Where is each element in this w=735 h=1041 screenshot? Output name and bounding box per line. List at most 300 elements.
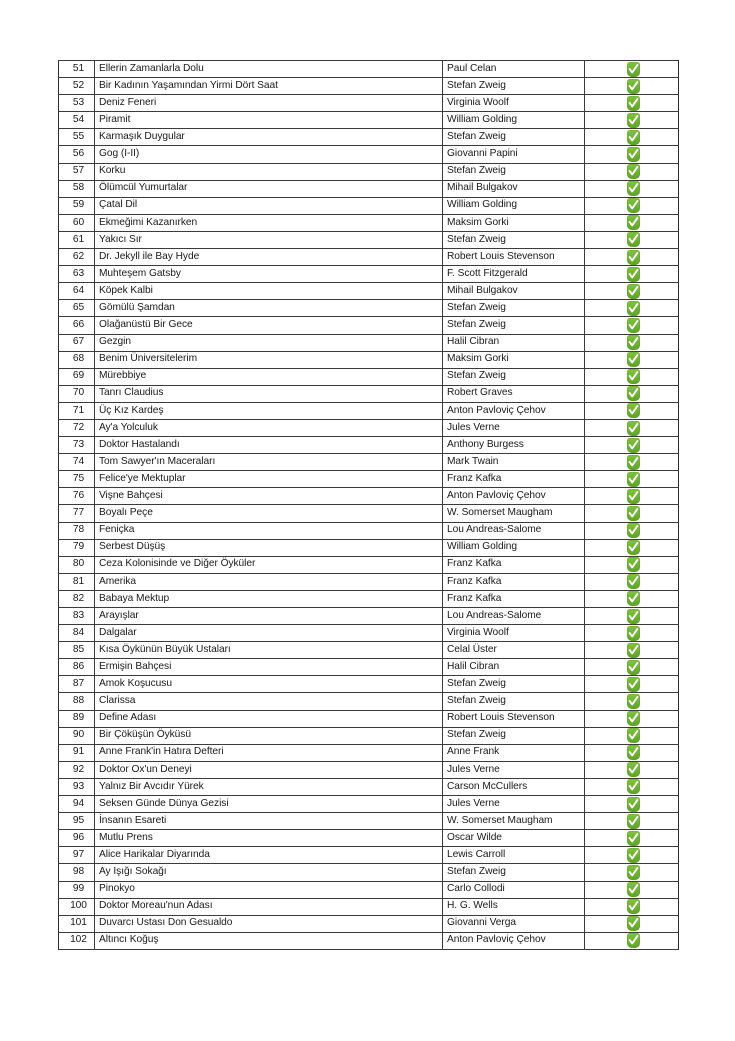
read-status-cell <box>585 454 679 471</box>
table-row <box>59 915 679 932</box>
read-status-cell <box>585 761 679 778</box>
check-glyph <box>628 165 639 178</box>
row-number-cell: 57 <box>59 163 95 180</box>
green-check-badge-icon <box>627 489 640 504</box>
check-glyph <box>628 336 639 349</box>
book-title-cell: Gezgin <box>95 334 443 351</box>
book-list-table-wrapper <box>58 60 678 950</box>
book-author-cell: Anne Frank <box>443 744 585 761</box>
check-glyph <box>628 456 639 469</box>
book-title-cell: Tanrı Claudius <box>95 385 443 402</box>
check-glyph <box>628 216 639 229</box>
row-number-cell: 88 <box>59 693 95 710</box>
table-row <box>59 539 679 556</box>
green-check-badge-icon <box>627 198 640 213</box>
table-row <box>59 830 679 847</box>
book-author-cell: Halil Cibran <box>443 659 585 676</box>
check-glyph <box>628 268 639 281</box>
row-number-cell: 92 <box>59 761 95 778</box>
check-glyph <box>628 798 639 811</box>
row-number-cell: 68 <box>59 351 95 368</box>
book-title-cell: Bir Kadının Yaşamından Yirmi Dört Saat <box>95 78 443 95</box>
book-title-cell: Ölümcül Yumurtalar <box>95 180 443 197</box>
book-title-cell: Feniçka <box>95 522 443 539</box>
book-title-cell: Benim Üniversitelerim <box>95 351 443 368</box>
green-check-badge-icon <box>627 762 640 777</box>
row-number-cell: 60 <box>59 214 95 231</box>
read-status-cell <box>585 505 679 522</box>
table-row <box>59 608 679 625</box>
row-number-cell: 99 <box>59 881 95 898</box>
book-author-cell: H. G. Wells <box>443 898 585 915</box>
book-list-table-body <box>59 61 679 950</box>
green-check-badge-icon <box>627 62 640 77</box>
read-status-cell <box>585 932 679 949</box>
check-glyph <box>628 422 639 435</box>
book-title-cell: Deniz Feneri <box>95 95 443 112</box>
row-number-cell: 81 <box>59 573 95 590</box>
green-check-badge-icon <box>627 421 640 436</box>
check-glyph <box>628 558 639 571</box>
table-row <box>59 710 679 727</box>
table-row <box>59 419 679 436</box>
green-check-badge-icon <box>627 591 640 606</box>
table-row <box>59 231 679 248</box>
row-number-cell: 53 <box>59 95 95 112</box>
check-glyph <box>628 934 639 947</box>
row-number-cell: 52 <box>59 78 95 95</box>
row-number-cell: 98 <box>59 864 95 881</box>
table-row <box>59 385 679 402</box>
check-glyph <box>628 370 639 383</box>
check-glyph <box>628 917 639 930</box>
table-row <box>59 300 679 317</box>
book-author-cell: Anton Pavloviç Çehov <box>443 488 585 505</box>
green-check-badge-icon <box>627 147 640 162</box>
row-number-cell: 63 <box>59 266 95 283</box>
book-author-cell: Franz Kafka <box>443 556 585 573</box>
read-status-cell <box>585 419 679 436</box>
book-title-cell: Ekmeğimi Kazanırken <box>95 214 443 231</box>
table-row <box>59 522 679 539</box>
check-glyph <box>628 763 639 776</box>
book-author-cell: F. Scott Fitzgerald <box>443 266 585 283</box>
green-check-badge-icon <box>627 831 640 846</box>
row-number-cell: 89 <box>59 710 95 727</box>
read-status-cell <box>585 898 679 915</box>
book-author-cell: Giovanni Papini <box>443 146 585 163</box>
green-check-badge-icon <box>627 438 640 453</box>
book-author-cell: Maksim Gorki <box>443 351 585 368</box>
book-title-cell: Felice'ye Mektuplar <box>95 471 443 488</box>
table-row <box>59 214 679 231</box>
check-glyph <box>628 832 639 845</box>
row-number-cell: 74 <box>59 454 95 471</box>
read-status-cell <box>585 437 679 454</box>
book-title-cell: Altıncı Koğuş <box>95 932 443 949</box>
read-status-cell <box>585 402 679 419</box>
row-number-cell: 78 <box>59 522 95 539</box>
read-status-cell <box>585 317 679 334</box>
book-list-table <box>58 60 679 950</box>
book-author-cell: Stefan Zweig <box>443 693 585 710</box>
green-check-badge-icon <box>627 643 640 658</box>
table-row <box>59 556 679 573</box>
table-row <box>59 197 679 214</box>
check-glyph <box>628 80 639 93</box>
check-glyph <box>628 815 639 828</box>
read-status-cell <box>585 556 679 573</box>
check-glyph <box>628 746 639 759</box>
check-glyph <box>628 182 639 195</box>
book-title-cell: Babaya Mektup <box>95 590 443 607</box>
table-row <box>59 744 679 761</box>
table-row <box>59 590 679 607</box>
book-title-cell: Ellerin Zamanlarla Dolu <box>95 61 443 78</box>
read-status-cell <box>585 368 679 385</box>
check-glyph <box>628 866 639 879</box>
book-author-cell: Halil Cibran <box>443 334 585 351</box>
book-author-cell: Franz Kafka <box>443 573 585 590</box>
book-author-cell: Stefan Zweig <box>443 368 585 385</box>
book-title-cell: Ceza Kolonisinde ve Diğer Öyküler <box>95 556 443 573</box>
read-status-cell <box>585 488 679 505</box>
read-status-cell <box>585 625 679 642</box>
check-glyph <box>628 97 639 110</box>
green-check-badge-icon <box>627 711 640 726</box>
green-check-badge-icon <box>627 318 640 333</box>
table-row <box>59 813 679 830</box>
read-status-cell <box>585 266 679 283</box>
check-glyph <box>628 507 639 520</box>
table-row <box>59 881 679 898</box>
read-status-cell <box>585 61 679 78</box>
row-number-cell: 73 <box>59 437 95 454</box>
check-glyph <box>628 695 639 708</box>
table-row <box>59 368 679 385</box>
read-status-cell <box>585 710 679 727</box>
row-number-cell: 101 <box>59 915 95 932</box>
book-title-cell: Anne Frank'in Hatıra Defteri <box>95 744 443 761</box>
check-glyph <box>628 883 639 896</box>
table-row <box>59 146 679 163</box>
row-number-cell: 77 <box>59 505 95 522</box>
book-title-cell: Boyalı Peçe <box>95 505 443 522</box>
table-row <box>59 249 679 266</box>
green-check-badge-icon <box>627 455 640 470</box>
check-glyph <box>628 661 639 674</box>
book-title-cell: İnsanın Esareti <box>95 813 443 830</box>
row-number-cell: 70 <box>59 385 95 402</box>
book-author-cell: W. Somerset Maugham <box>443 813 585 830</box>
book-title-cell: Ay Işığı Sokağı <box>95 864 443 881</box>
green-check-badge-icon <box>627 250 640 265</box>
book-title-cell: Üç Kız Kardeş <box>95 402 443 419</box>
green-check-badge-icon <box>627 933 640 948</box>
read-status-cell <box>585 676 679 693</box>
book-title-cell: Doktor Ox'un Deneyi <box>95 761 443 778</box>
check-glyph <box>628 131 639 144</box>
row-number-cell: 85 <box>59 642 95 659</box>
check-glyph <box>628 644 639 657</box>
read-status-cell <box>585 385 679 402</box>
green-check-badge-icon <box>627 609 640 624</box>
book-author-cell: Jules Verne <box>443 796 585 813</box>
row-number-cell: 96 <box>59 830 95 847</box>
green-check-badge-icon <box>627 745 640 760</box>
table-row <box>59 454 679 471</box>
check-glyph <box>628 319 639 332</box>
row-number-cell: 79 <box>59 539 95 556</box>
table-row <box>59 437 679 454</box>
table-row <box>59 847 679 864</box>
green-check-badge-icon <box>627 728 640 743</box>
check-glyph <box>628 251 639 264</box>
read-status-cell <box>585 214 679 231</box>
book-title-cell: Karmaşık Duygular <box>95 129 443 146</box>
book-author-cell: Robert Louis Stevenson <box>443 710 585 727</box>
check-glyph <box>628 148 639 161</box>
green-check-badge-icon <box>627 301 640 316</box>
green-check-badge-icon <box>627 506 640 521</box>
row-number-cell: 80 <box>59 556 95 573</box>
row-number-cell: 54 <box>59 112 95 129</box>
green-check-badge-icon <box>627 335 640 350</box>
green-check-badge-icon <box>627 472 640 487</box>
row-number-cell: 93 <box>59 778 95 795</box>
table-row <box>59 676 679 693</box>
book-title-cell: Kısa Öykünün Büyük Ustaları <box>95 642 443 659</box>
row-number-cell: 102 <box>59 932 95 949</box>
read-status-cell <box>585 881 679 898</box>
book-author-cell: Lewis Carroll <box>443 847 585 864</box>
green-check-badge-icon <box>627 523 640 538</box>
read-status-cell <box>585 471 679 488</box>
table-row <box>59 266 679 283</box>
book-title-cell: Bir Çöküşün Öyküsü <box>95 727 443 744</box>
book-title-cell: Tom Sawyer'ın Maceraları <box>95 454 443 471</box>
book-author-cell: Celal Üster <box>443 642 585 659</box>
book-title-cell: Amerika <box>95 573 443 590</box>
green-check-badge-icon <box>627 797 640 812</box>
read-status-cell <box>585 249 679 266</box>
green-check-badge-icon <box>627 814 640 829</box>
row-number-cell: 56 <box>59 146 95 163</box>
check-glyph <box>628 575 639 588</box>
read-status-cell <box>585 830 679 847</box>
book-author-cell: Robert Louis Stevenson <box>443 249 585 266</box>
green-check-badge-icon <box>627 865 640 880</box>
green-check-badge-icon <box>627 113 640 128</box>
book-author-cell: Stefan Zweig <box>443 163 585 180</box>
row-number-cell: 87 <box>59 676 95 693</box>
row-number-cell: 90 <box>59 727 95 744</box>
book-author-cell: Maksim Gorki <box>443 214 585 231</box>
read-status-cell <box>585 813 679 830</box>
row-number-cell: 100 <box>59 898 95 915</box>
table-row <box>59 488 679 505</box>
table-row <box>59 898 679 915</box>
book-author-cell: Stefan Zweig <box>443 317 585 334</box>
check-glyph <box>628 439 639 452</box>
table-row <box>59 283 679 300</box>
green-check-badge-icon <box>627 130 640 145</box>
table-row <box>59 61 679 78</box>
check-glyph <box>628 63 639 76</box>
table-row <box>59 625 679 642</box>
check-glyph <box>628 199 639 212</box>
book-author-cell: Lou Andreas-Salome <box>443 608 585 625</box>
read-status-cell <box>585 129 679 146</box>
table-row <box>59 727 679 744</box>
book-title-cell: Gömülü Şamdan <box>95 300 443 317</box>
row-number-cell: 67 <box>59 334 95 351</box>
read-status-cell <box>585 522 679 539</box>
read-status-cell <box>585 112 679 129</box>
book-title-cell: Dr. Jekyll ile Bay Hyde <box>95 249 443 266</box>
book-title-cell: Alice Harikalar Diyarında <box>95 847 443 864</box>
read-status-cell <box>585 539 679 556</box>
green-check-badge-icon <box>627 79 640 94</box>
green-check-badge-icon <box>627 164 640 179</box>
book-title-cell: Yakıcı Sır <box>95 231 443 248</box>
green-check-badge-icon <box>627 96 640 111</box>
book-author-cell: Mark Twain <box>443 454 585 471</box>
book-title-cell: Pinokyo <box>95 881 443 898</box>
row-number-cell: 62 <box>59 249 95 266</box>
table-row <box>59 351 679 368</box>
read-status-cell <box>585 608 679 625</box>
row-number-cell: 91 <box>59 744 95 761</box>
book-author-cell: Giovanni Verga <box>443 915 585 932</box>
check-glyph <box>628 233 639 246</box>
row-number-cell: 65 <box>59 300 95 317</box>
green-check-badge-icon <box>627 369 640 384</box>
read-status-cell <box>585 351 679 368</box>
row-number-cell: 71 <box>59 402 95 419</box>
row-number-cell: 76 <box>59 488 95 505</box>
book-title-cell: Korku <box>95 163 443 180</box>
check-glyph <box>628 900 639 913</box>
read-status-cell <box>585 693 679 710</box>
book-author-cell: Franz Kafka <box>443 471 585 488</box>
green-check-badge-icon <box>627 916 640 931</box>
row-number-cell: 59 <box>59 197 95 214</box>
read-status-cell <box>585 796 679 813</box>
table-row <box>59 778 679 795</box>
green-check-badge-icon <box>627 181 640 196</box>
book-author-cell: Stefan Zweig <box>443 864 585 881</box>
check-glyph <box>628 490 639 503</box>
read-status-cell <box>585 300 679 317</box>
check-glyph <box>628 610 639 623</box>
read-status-cell <box>585 590 679 607</box>
book-author-cell: Paul Celan <box>443 61 585 78</box>
green-check-badge-icon <box>627 899 640 914</box>
book-author-cell: Virginia Woolf <box>443 95 585 112</box>
book-title-cell: Köpek Kalbi <box>95 283 443 300</box>
book-title-cell: Arayışlar <box>95 608 443 625</box>
read-status-cell <box>585 727 679 744</box>
table-row <box>59 334 679 351</box>
green-check-badge-icon <box>627 232 640 247</box>
table-row <box>59 864 679 881</box>
green-check-badge-icon <box>627 677 640 692</box>
book-title-cell: Clarissa <box>95 693 443 710</box>
green-check-badge-icon <box>627 694 640 709</box>
table-row <box>59 573 679 590</box>
book-title-cell: Olağanüstü Bir Gece <box>95 317 443 334</box>
read-status-cell <box>585 78 679 95</box>
row-number-cell: 86 <box>59 659 95 676</box>
read-status-cell <box>585 163 679 180</box>
book-title-cell: Serbest Düşüş <box>95 539 443 556</box>
book-author-cell: Stefan Zweig <box>443 676 585 693</box>
read-status-cell <box>585 847 679 864</box>
check-glyph <box>628 592 639 605</box>
green-check-badge-icon <box>627 352 640 367</box>
book-author-cell: Stefan Zweig <box>443 78 585 95</box>
table-row <box>59 163 679 180</box>
book-title-cell: Mürebbiye <box>95 368 443 385</box>
row-number-cell: 75 <box>59 471 95 488</box>
book-title-cell: Ay'a Yolculuk <box>95 419 443 436</box>
green-check-badge-icon <box>627 267 640 282</box>
row-number-cell: 51 <box>59 61 95 78</box>
row-number-cell: 72 <box>59 419 95 436</box>
book-title-cell: Piramit <box>95 112 443 129</box>
table-row <box>59 796 679 813</box>
table-row <box>59 112 679 129</box>
book-author-cell: Mihail Bulgakov <box>443 283 585 300</box>
book-author-cell: Carlo Collodi <box>443 881 585 898</box>
check-glyph <box>628 285 639 298</box>
check-glyph <box>628 114 639 127</box>
green-check-badge-icon <box>627 403 640 418</box>
book-title-cell: Ermişin Bahçesi <box>95 659 443 676</box>
green-check-badge-icon <box>627 848 640 863</box>
table-row <box>59 932 679 949</box>
row-number-cell: 83 <box>59 608 95 625</box>
row-number-cell: 69 <box>59 368 95 385</box>
read-status-cell <box>585 95 679 112</box>
book-author-cell: William Golding <box>443 539 585 556</box>
book-author-cell: Stefan Zweig <box>443 727 585 744</box>
read-status-cell <box>585 283 679 300</box>
book-title-cell: Amok Koşucusu <box>95 676 443 693</box>
book-author-cell: Anton Pavloviç Çehov <box>443 402 585 419</box>
check-glyph <box>628 678 639 691</box>
check-glyph <box>628 404 639 417</box>
book-title-cell: Vişne Bahçesi <box>95 488 443 505</box>
book-author-cell: Lou Andreas-Salome <box>443 522 585 539</box>
table-row <box>59 693 679 710</box>
book-author-cell: Oscar Wilde <box>443 830 585 847</box>
book-title-cell: Dalgalar <box>95 625 443 642</box>
table-row <box>59 471 679 488</box>
read-status-cell <box>585 146 679 163</box>
check-glyph <box>628 712 639 725</box>
read-status-cell <box>585 744 679 761</box>
book-title-cell: Duvarcı Ustası Don Gesualdo <box>95 915 443 932</box>
row-number-cell: 84 <box>59 625 95 642</box>
book-author-cell: Jules Verne <box>443 419 585 436</box>
row-number-cell: 82 <box>59 590 95 607</box>
read-status-cell <box>585 180 679 197</box>
book-title-cell: Muhteşem Gatsby <box>95 266 443 283</box>
table-row <box>59 505 679 522</box>
table-row <box>59 761 679 778</box>
